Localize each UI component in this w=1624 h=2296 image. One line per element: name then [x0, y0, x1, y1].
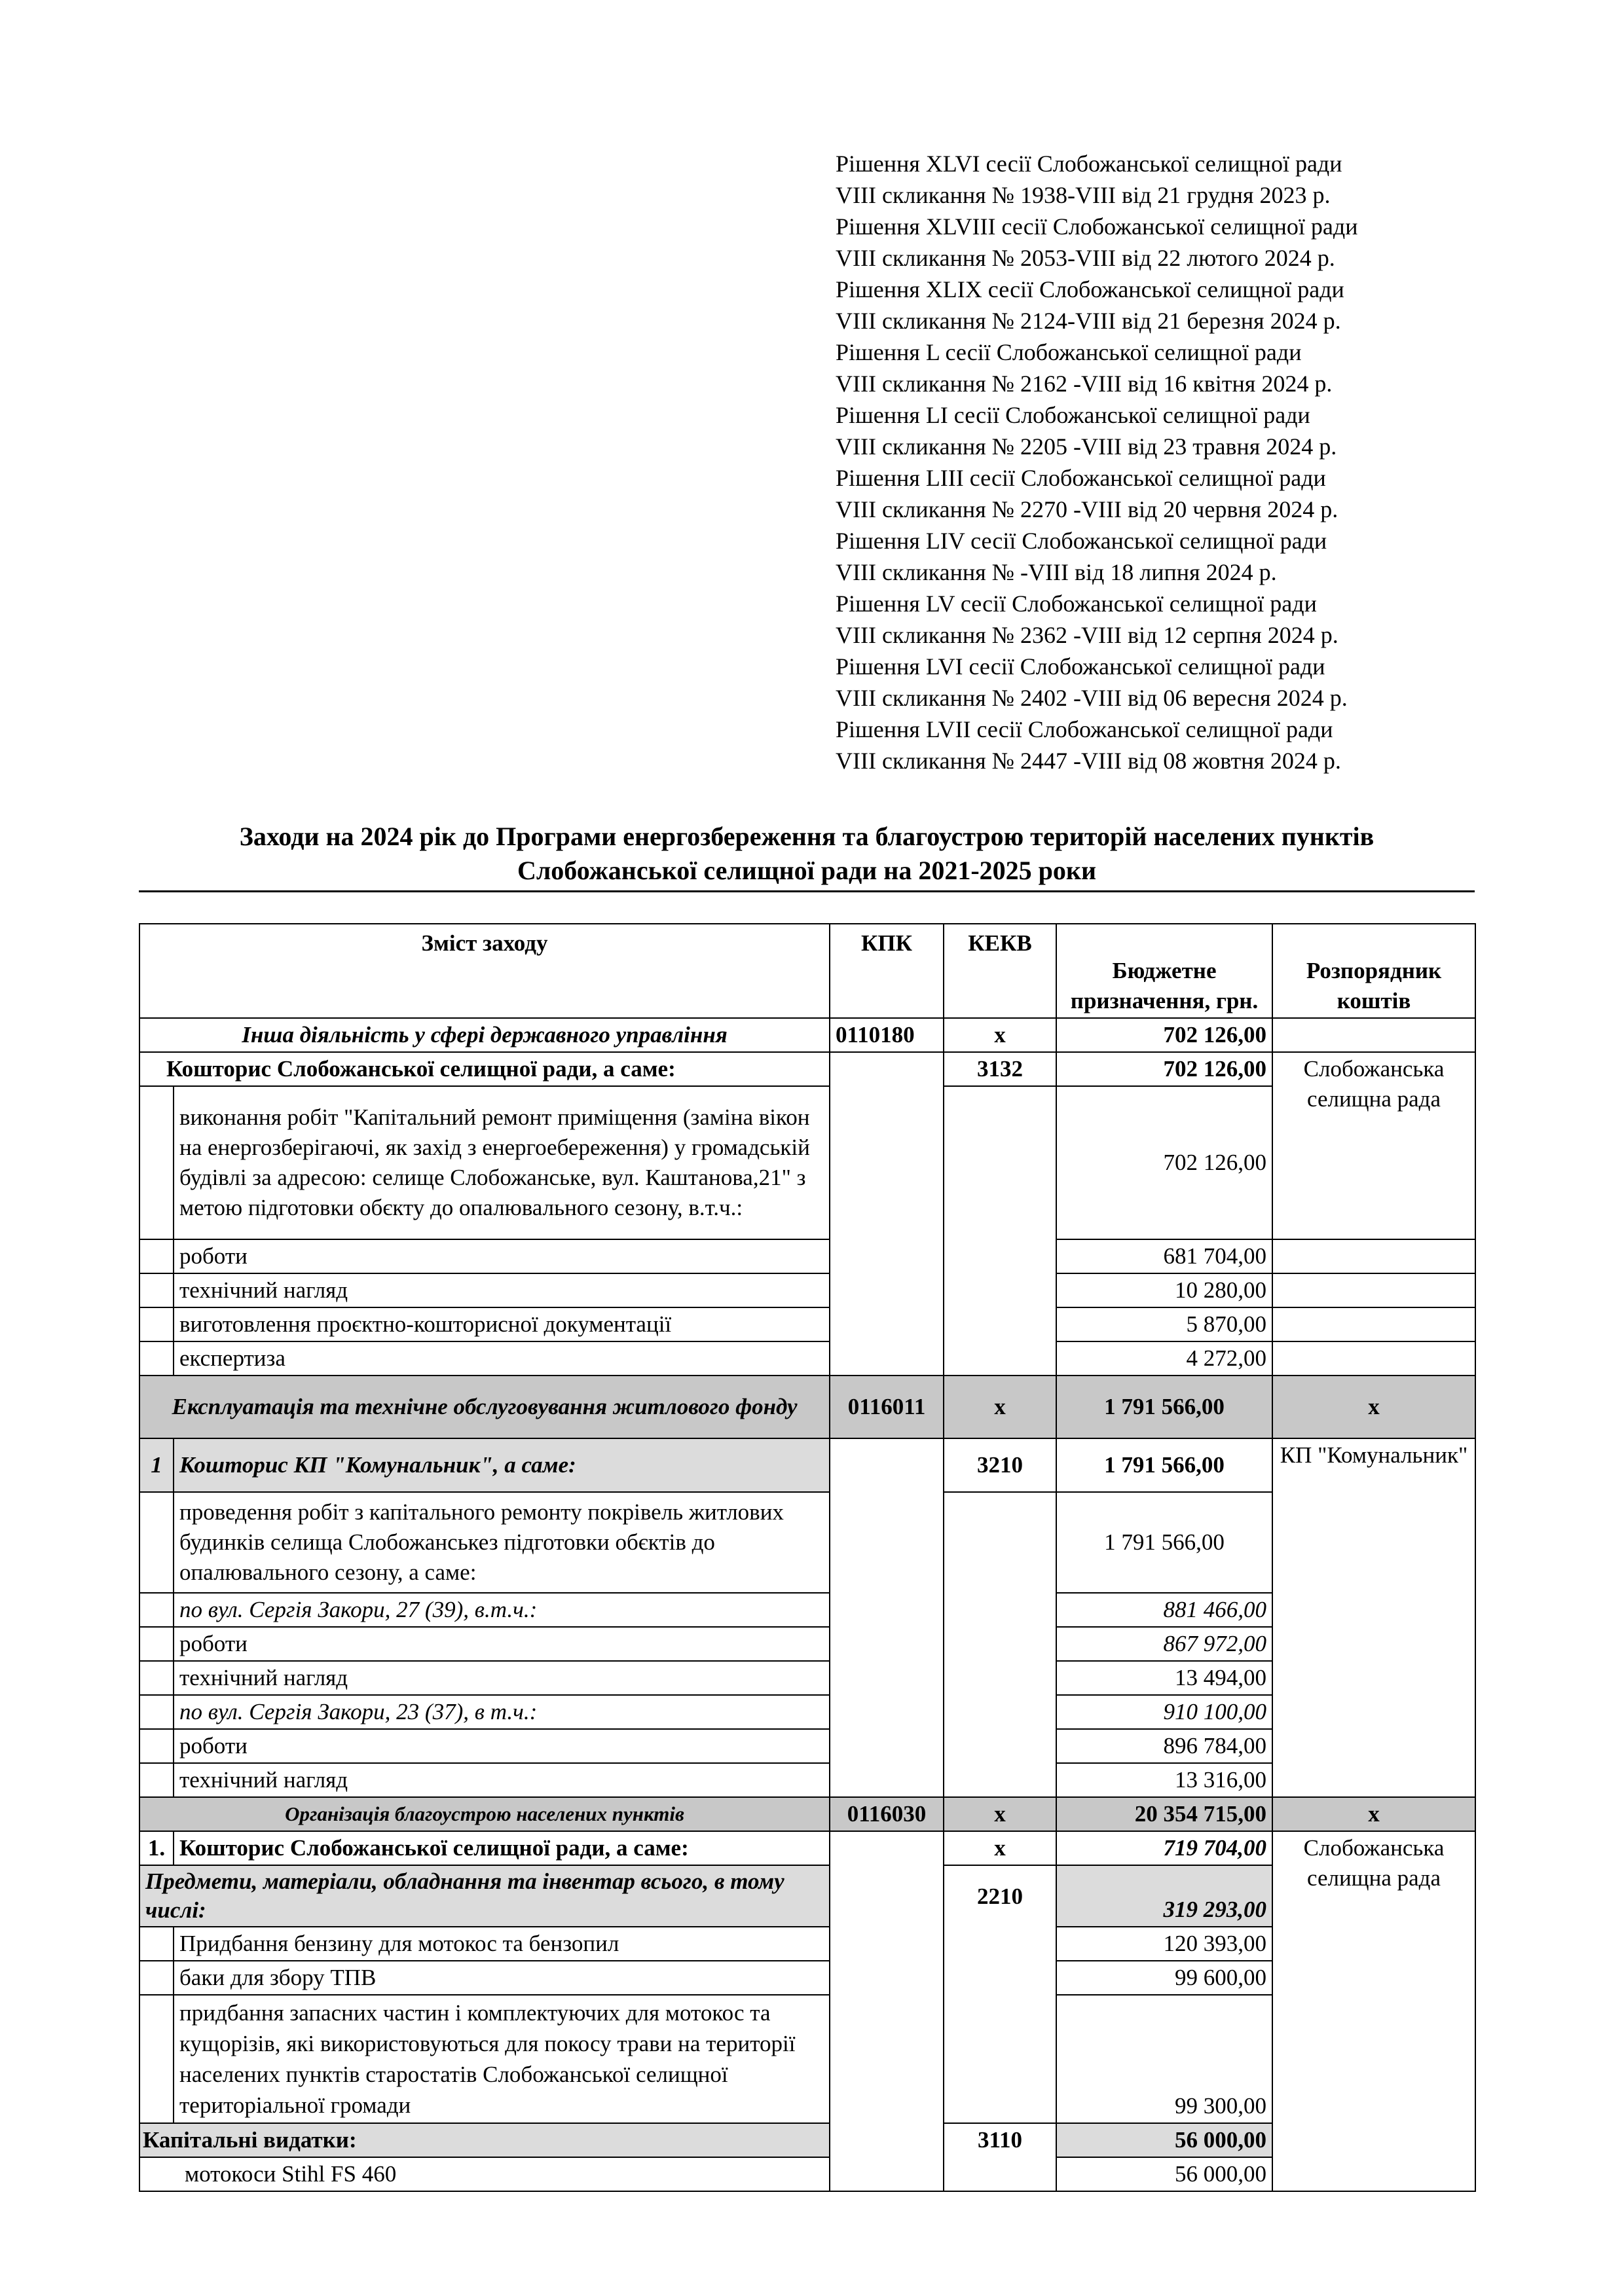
row-num: [139, 1763, 174, 1797]
section-3-capital-kekv: 3110: [944, 2123, 1056, 2191]
decision-reference-line: Рішення LIV сесії Слобожанської селищної ради: [836, 528, 1327, 554]
section-1-estimate-row: [139, 1052, 1475, 1086]
item-amount: 896 784,00: [1056, 1729, 1272, 1763]
decision-reference-line: VIII скликання № 2124-VIII від 21 березня 2024 р.: [836, 308, 1341, 334]
decision-reference-line: VIII скликання № 1938-VIII від 21 грудня 2023 р.: [836, 182, 1331, 208]
title-line-1: Заходи на 2024 рік до Програми енергозбереження та благоустрою територій населених пунктів: [239, 822, 1375, 851]
item-amount: 881 466,00: [1056, 1593, 1272, 1627]
section-1-title: Інша діяльність у сфері державного управління: [139, 1018, 830, 1052]
decision-reference-line: Рішення LVII сесії Слобожанської селищної ради: [836, 716, 1333, 742]
item-label: мотокоси Stihl FS 460: [139, 2157, 830, 2191]
item-amount: 4 272,00: [1056, 1341, 1272, 1376]
title-line-2: Слобожанської селищної ради на 2021-2025 роки: [517, 856, 1097, 885]
item-manager: [1272, 1273, 1475, 1307]
decision-reference-line: Рішення XLVIII сесії Слобожанської селищної ради: [836, 213, 1358, 240]
section-2-title: Експлуатація та технічне обслуговування житлового фонду: [139, 1376, 830, 1438]
item-label: по вул. Сергія Закори, 23 (37), в т.ч.:: [174, 1695, 830, 1729]
item-label: експертиза: [174, 1341, 830, 1376]
decision-reference-line: Рішення LV сесії Слобожанської селищної ради: [836, 591, 1317, 617]
section-2-amount: 1 791 566,00: [1056, 1376, 1272, 1438]
section-1-kekv: х: [944, 1018, 1056, 1052]
item-amount: 99 600,00: [1056, 1961, 1272, 1995]
item-label: Придбання бензину для мотокос та бензопил: [174, 1927, 830, 1961]
row-num: [139, 1593, 174, 1627]
section-1-desc: виконання робіт "Капітальний ремонт приміщення (заміна вікон на енергозберігаючі, як захід з енергоебереження) у громадській будівлі за адресою: селище Слобожанське, вул. Каштанова,21" з метою підготовки обєкту до опалювального сезону, в.т.ч.:: [174, 1086, 830, 1239]
section-1-kekv-blank: [944, 1086, 1056, 1376]
row-num: [139, 1661, 174, 1695]
item-label: виготовлення проєктно-кошторисної документації: [174, 1307, 830, 1341]
header-kekv: КЕКВ: [944, 924, 1056, 1018]
item-label: роботи: [174, 1627, 830, 1661]
item-label: придбання запасних частин і комплектуючих для мотокос та кущорізів, які використовуються для покосу трави на території населених пунктів старостатів Слобожанської селищної територіальної громади: [174, 1995, 830, 2123]
section-3-estimate-amount: 719 704,00: [1056, 1831, 1272, 1865]
section-3-estimate-kekv: х: [944, 1831, 1056, 1865]
section-2-kpk: 0116011: [830, 1376, 944, 1438]
decision-reference-line: Рішення L сесії Слобожанської селищної ради: [836, 339, 1302, 365]
item-manager: [1272, 1341, 1475, 1376]
measures-table: [139, 923, 1476, 2192]
decision-reference-line: Рішення LIII сесії Слобожанської селищної ради: [836, 465, 1326, 491]
row-num: [139, 1961, 174, 1995]
section-2-desc: проведення робіт з капітального ремонту покрівель житлових будинків селища Слобожанськез підготовки обєктів до опалювального сезону, а саме:: [174, 1492, 830, 1593]
item-amount: 910 100,00: [1056, 1695, 1272, 1729]
item-label: роботи: [174, 1729, 830, 1763]
section-3-kekv: х: [944, 1797, 1056, 1831]
item-amount: 56 000,00: [1056, 2157, 1272, 2191]
item-amount: 10 280,00: [1056, 1273, 1272, 1307]
section-2-manager-x: х: [1272, 1376, 1475, 1438]
section-3-capital-amount: 56 000,00: [1056, 2123, 1272, 2157]
section-2-estimate-amount: 1 791 566,00: [1056, 1438, 1272, 1492]
item-label: роботи: [174, 1239, 830, 1273]
section-3-estimate-row: [139, 1831, 1475, 1865]
item-amount: 120 393,00: [1056, 1927, 1272, 1961]
decision-reference-line: VIII скликання № 2270 -VIII від 20 червня 2024 р.: [836, 496, 1338, 522]
item-manager: [1272, 1307, 1475, 1341]
decision-reference-line: VIII скликання № 2205 -VIII від 23 травня 2024 р.: [836, 433, 1337, 460]
row-num: [139, 1627, 174, 1661]
section-3-subsection-kekv: 2210: [944, 1865, 1056, 2123]
header-kpk: КПК: [830, 924, 944, 1018]
section-2-estimate-row: [139, 1438, 1475, 1492]
section-2-desc-amount: 1 791 566,00: [1056, 1492, 1272, 1593]
header-manager: Розпорядник коштів: [1272, 924, 1475, 1018]
decision-reference-line: Рішення LVI сесії Слобожанської селищної ради: [836, 653, 1325, 680]
item-manager: [1272, 1239, 1475, 1273]
section-2-estimate-kekv: 3210: [944, 1438, 1056, 1492]
section-2-kpk-blank: [830, 1438, 944, 1797]
section-3-kpk-blank: [830, 1831, 944, 2191]
item-label: технічний нагляд: [174, 1273, 830, 1307]
row-num: [139, 1729, 174, 1763]
header-budget: Бюджетне призначення, грн.: [1056, 924, 1272, 1018]
section-2-row: [139, 1376, 1475, 1438]
section-3-capital: Капітальні видатки:: [139, 2123, 830, 2157]
section-1-kpk-blank: [830, 1052, 944, 1376]
section-2-kekv: х: [944, 1376, 1056, 1438]
decision-references: [836, 148, 1556, 776]
decision-reference-line: VIII скликання № 2162 -VIII від 16 квітня 2024 р.: [836, 371, 1333, 397]
section-3-amount: 20 354 715,00: [1056, 1797, 1272, 1831]
section-1-amount: 702 126,00: [1056, 1018, 1272, 1052]
section-1-desc-amount: 702 126,00: [1056, 1086, 1272, 1239]
row-num: [139, 1341, 174, 1376]
document-title: [139, 820, 1475, 888]
row-num: [139, 1239, 174, 1273]
section-3-subsection: Предмети, матеріали, обладнання та інвентар всього, в тому числі:: [139, 1865, 830, 1927]
table-row: [139, 1273, 1475, 1307]
decision-reference-line: VIII скликання № 2402 -VIII від 06 вересня 2024 р.: [836, 685, 1348, 711]
row-num: [139, 1273, 174, 1307]
section-2-estimate: Кошторис КП "Комунальник", а саме:: [174, 1438, 830, 1492]
section-3-title: Організація благоустрою населених пунктів: [139, 1797, 830, 1831]
section-3-manager-x: х: [1272, 1797, 1475, 1831]
section-3-manager: Слобожанська селищна рада: [1272, 1831, 1475, 2191]
item-amount: 13 494,00: [1056, 1661, 1272, 1695]
section-3-row: [139, 1797, 1475, 1831]
section-1-manager-empty: [1272, 1018, 1475, 1052]
item-label: технічний нагляд: [174, 1763, 830, 1797]
row-num: [139, 1307, 174, 1341]
item-label: по вул. Сергія Закори, 27 (39), в.т.ч.:: [174, 1593, 830, 1627]
item-amount: 5 870,00: [1056, 1307, 1272, 1341]
section-3-kpk: 0116030: [830, 1797, 944, 1831]
decision-reference-line: Рішення XLIX сесії Слобожанської селищної ради: [836, 276, 1344, 302]
row-num: [139, 1995, 174, 2123]
title-underline: [139, 890, 1475, 892]
section-3-estimate: Кошторис Слобожанської селищної ради, а саме:: [174, 1831, 830, 1865]
item-label: баки для збору ТПВ: [174, 1961, 830, 1995]
decision-reference-line: VIII скликання № 2362 -VIII від 12 серпня 2024 р.: [836, 622, 1338, 648]
decision-reference-line: VIII скликання № -VIII від 18 липня 2024 р.: [836, 559, 1277, 585]
header-content: Зміст заходу: [139, 924, 830, 1018]
decision-reference-line: VIII скликання № 2447 -VIII від 08 жовтня 2024 р.: [836, 748, 1341, 774]
section-2-desc-num: [139, 1492, 174, 1593]
table-row: [139, 1307, 1475, 1341]
decision-reference-line: Рішення LI сесії Слобожанської селищної ради: [836, 402, 1310, 428]
item-amount: 13 316,00: [1056, 1763, 1272, 1797]
item-label: технічний нагляд: [174, 1661, 830, 1695]
section-3-subsection-amount: 319 293,00: [1056, 1865, 1272, 1927]
section-1-manager: Слобожанська селищна рада: [1272, 1052, 1475, 1239]
decision-reference-line: Рішення XLVI сесії Слобожанської селищної ради: [836, 151, 1342, 177]
section-1-estimate-kekv: 3132: [944, 1052, 1056, 1086]
section-2-manager: КП "Комунальник": [1272, 1438, 1475, 1797]
section-1-kpk: 0110180: [830, 1018, 944, 1052]
item-amount: 867 972,00: [1056, 1627, 1272, 1661]
table-row: [139, 1341, 1475, 1376]
row-num: [139, 1927, 174, 1961]
section-3-num: 1.: [139, 1831, 174, 1865]
section-2-kekv-blank: [944, 1492, 1056, 1797]
decision-reference-line: VIII скликання № 2053-VIII від 22 лютого 2024 р.: [836, 245, 1335, 271]
section-1-desc-num: [139, 1086, 174, 1239]
item-amount: 681 704,00: [1056, 1239, 1272, 1273]
table-header-row: [139, 924, 1475, 1018]
item-amount: 99 300,00: [1056, 1995, 1272, 2123]
table-row: [139, 1239, 1475, 1273]
row-num: [139, 1695, 174, 1729]
section-1-estimate-amount: 702 126,00: [1056, 1052, 1272, 1086]
section-2-num: 1: [139, 1438, 174, 1492]
section-1-estimate: Кошторис Слобожанської селищної ради, а саме:: [139, 1052, 830, 1086]
section-1-row: [139, 1018, 1475, 1052]
